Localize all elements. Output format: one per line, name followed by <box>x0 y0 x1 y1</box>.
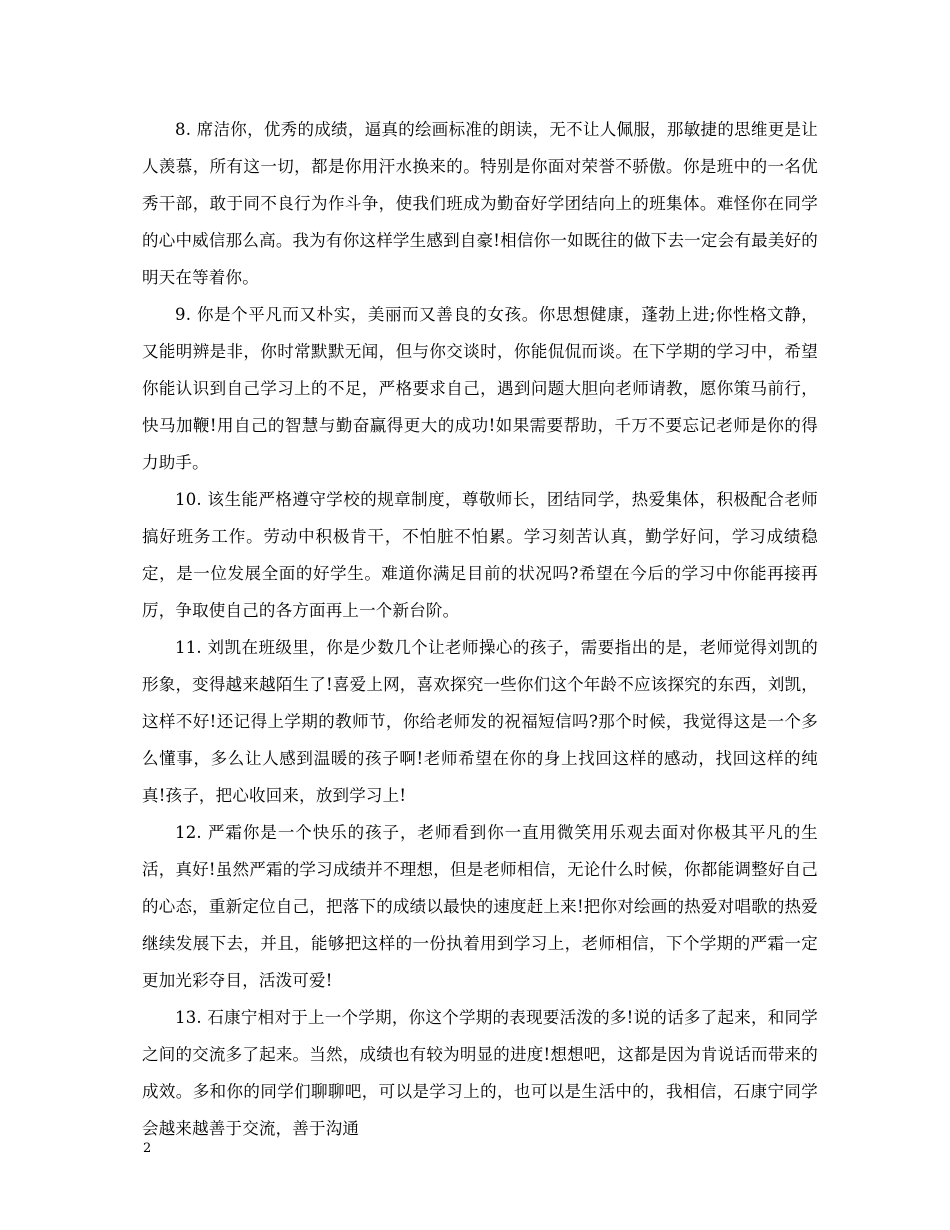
paragraph-8: 8. 席洁你，优秀的成绩，逼真的绘画标准的朗读，无不让人佩服，那敏捷的思维更是让人羡慕，所有这一切，都是你用汗水换来的。特别是你面对荣誉不骄傲。你是班中的一名优秀干部，敢于同不良行为作斗争，使我们班成为勤奋好学团结向上的班集体。难怪你在同学的心中威信那么高。我为有你这样学生感到自豪!相信你一如既往的做下去一定会有最美好的明天在等着你。 <box>142 120 818 287</box>
page-number: 2 <box>143 1141 152 1156</box>
paragraph-12: 12. 严霜你是一个快乐的孩子，老师看到你一直用微笑用乐观去面对你极其平凡的生活，真好!虽然严霜的学习成绩并不理想，但是老师相信，无论什么时候，你都能调整好自己的心态，重新定位自己，把落下的成绩以最快的速度赶上来!把你对绘画的热爱对唱歌的热爱继续发展下去，并且，能够把这样的一份执着用到学习上，老师相信，下个学期的严霜一定更加光彩夺目，活泼可爱! <box>142 823 818 990</box>
paragraph-11: 11. 刘凯在班级里，你是少数几个让老师操心的孩子，需要指出的是，老师觉得刘凯的形象，变得越来越陌生了!喜爱上网，喜欢探究一些你们这个年龄不应该探究的东西，刘凯，这样不好!还记得上学期的教师节，你给老师发的祝福短信吗?那个时候，我觉得这是一个多么懂事，多么让人感到温暖的孩子啊!老师希望在你的身上找回这样的感动，找回这样的纯真!孩子，把心收回来，放到学习上! <box>142 638 818 805</box>
paragraph-9: 9. 你是个平凡而又朴实，美丽而又善良的女孩。你思想健康，蓬勃上进;你性格文静，又能明辨是非，你时常默默无闻，但与你交谈时，你能侃侃而谈。在下学期的学习中，希望你能认识到自己学习上的不足，严格要求自己，遇到问题大胆向老师请教，愿你策马前行，快马加鞭!用自己的智慧与勤奋赢得更大的成功!如果需要帮助，千万不要忘记老师是你的得力助手。 <box>142 305 818 472</box>
body-text <box>142 111 818 1147</box>
paragraph-10: 10. 该生能严格遵守学校的规章制度，尊敬师长，团结同学，热爱集体，积极配合老师搞好班务工作。劳动中积极肯干，不怕脏不怕累。学习刻苦认真，勤学好问，学习成绩稳定，是一位发展全面的好学生。难道你满足目前的状况吗?希望在今后的学习中你能再接再厉，争取使自己的各方面再上一个新台阶。 <box>142 490 818 620</box>
paragraph-13: 13. 石康宁相对于上一个学期，你这个学期的表现要活泼的多!说的话多了起来，和同学之间的交流多了起来。当然，成绩也有较为明显的进度!想想吧，这都是因为肯说话而带来的成效。多和你的同学们聊聊吧，可以是学习上的，也可以是生活中的，我相信，石康宁同学会越来越善于交流，善于沟通 <box>142 1008 818 1138</box>
